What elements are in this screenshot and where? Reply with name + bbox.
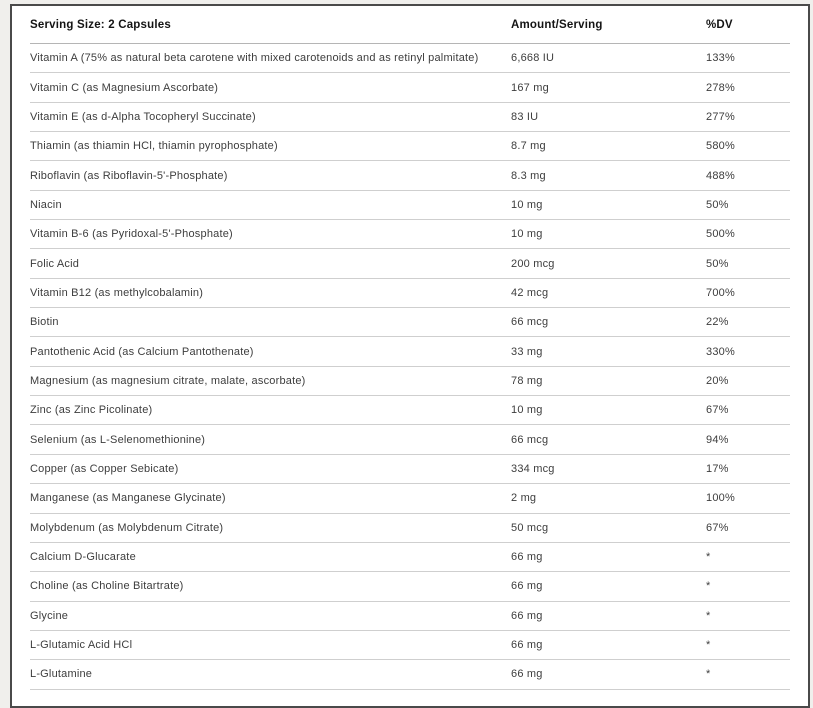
table-row [30, 249, 790, 278]
ingredient-dv: 500% [706, 228, 735, 241]
serving-size-label: Serving Size: 2 Capsules [30, 18, 171, 31]
ingredient-name: Copper (as Copper Sebicate) [30, 462, 179, 475]
ingredient-name: Niacin [30, 198, 62, 211]
ingredient-amount: 66 mg [511, 580, 543, 593]
table-row [30, 73, 790, 102]
ingredient-dv: * [706, 551, 711, 564]
table-row [30, 572, 790, 601]
table-body [12, 44, 808, 690]
ingredient-dv: 50% [706, 257, 729, 270]
table-row [30, 367, 790, 396]
table-row [30, 543, 790, 572]
ingredient-name: Vitamin B-6 (as Pyridoxal-5'-Phosphate) [30, 228, 233, 241]
ingredient-dv: 277% [706, 110, 735, 123]
table-row [30, 132, 790, 161]
ingredient-dv: 133% [706, 52, 735, 65]
table-row [30, 220, 790, 249]
table-row [30, 337, 790, 366]
ingredient-dv: 22% [706, 316, 729, 329]
ingredient-dv: 50% [706, 198, 729, 211]
ingredient-dv: * [706, 639, 711, 652]
ingredient-name: Manganese (as Manganese Glycinate) [30, 492, 226, 505]
ingredient-name: Vitamin A (75% as natural beta carotene with mixed carotenoids and as retinyl palmitate) [30, 52, 479, 65]
ingredient-amount: 200 mcg [511, 257, 555, 270]
ingredient-amount: 66 mg [511, 668, 543, 681]
ingredient-name: Choline (as Choline Bitartrate) [30, 580, 184, 593]
ingredient-amount: 10 mg [511, 228, 543, 241]
amount-serving-header: Amount/Serving [511, 18, 603, 31]
ingredient-name: Glycine [30, 609, 69, 622]
ingredient-amount: 334 mcg [511, 462, 555, 475]
table-row [30, 484, 790, 513]
ingredient-amount: 6,668 IU [511, 52, 555, 65]
ingredient-name: Vitamin C (as Magnesium Ascorbate) [30, 81, 219, 94]
ingredient-dv: 700% [706, 286, 735, 299]
ingredient-dv: 94% [706, 433, 729, 446]
ingredient-name: Zinc (as Zinc Picolinate) [30, 404, 153, 417]
ingredient-name: L-Glutamic Acid HCl [30, 639, 133, 652]
dv-header: %DV [706, 18, 733, 31]
ingredient-name: Folic Acid [30, 257, 80, 270]
table-row [30, 44, 790, 73]
table-row [30, 631, 790, 660]
ingredient-name: Riboflavin (as Riboflavin-5'-Phosphate) [30, 169, 228, 182]
ingredient-name: Vitamin B12 (as methylcobalamin) [30, 286, 204, 299]
ingredient-dv: * [706, 580, 711, 593]
table-row [30, 396, 790, 425]
ingredient-amount: 42 mcg [511, 286, 549, 299]
table-row [30, 279, 790, 308]
ingredient-dv: 17% [706, 462, 729, 475]
ingredient-amount: 66 mcg [511, 433, 549, 446]
ingredient-amount: 8.7 mg [511, 140, 546, 153]
table-row [30, 425, 790, 454]
ingredient-amount: 167 mg [511, 81, 549, 94]
ingredient-amount: 33 mg [511, 345, 543, 358]
ingredient-name: Magnesium (as magnesium citrate, malate, ascorbate) [30, 374, 306, 387]
ingredient-amount: 10 mg [511, 404, 543, 417]
ingredient-amount: 10 mg [511, 198, 543, 211]
ingredient-dv: * [706, 668, 711, 681]
table-row [30, 455, 790, 484]
ingredient-dv: 100% [706, 492, 735, 505]
ingredient-name: Selenium (as L-Selenomethionine) [30, 433, 206, 446]
table-row [30, 514, 790, 543]
ingredient-dv: 67% [706, 521, 729, 534]
table-row [30, 191, 790, 220]
ingredient-dv: 330% [706, 345, 735, 358]
ingredient-amount: 83 IU [511, 110, 539, 123]
ingredient-amount: 66 mg [511, 551, 543, 564]
ingredient-name: Calcium D-Glucarate [30, 551, 136, 564]
ingredient-name: Thiamin (as thiamin HCl, thiamin pyrophosphate) [30, 140, 278, 153]
ingredient-amount: 66 mg [511, 639, 543, 652]
ingredient-name: L-Glutamine [30, 668, 93, 681]
ingredient-amount: 78 mg [511, 374, 543, 387]
ingredient-amount: 8.3 mg [511, 169, 546, 182]
ingredient-dv: 67% [706, 404, 729, 417]
table-row [30, 161, 790, 190]
ingredient-amount: 50 mcg [511, 521, 549, 534]
ingredient-name: Vitamin E (as d-Alpha Tocopheryl Succinate) [30, 110, 256, 123]
supplement-facts-table [10, 4, 810, 708]
ingredient-name: Pantothenic Acid (as Calcium Pantothenate) [30, 345, 254, 358]
ingredient-name: Biotin [30, 316, 59, 329]
ingredient-dv: 488% [706, 169, 735, 182]
table-row [30, 308, 790, 337]
ingredient-amount: 66 mcg [511, 316, 549, 329]
ingredient-dv: 580% [706, 140, 735, 153]
ingredient-amount: 2 mg [511, 492, 537, 505]
ingredient-dv: 278% [706, 81, 735, 94]
table-header-row [30, 6, 790, 44]
ingredient-name: Molybdenum (as Molybdenum Citrate) [30, 521, 224, 534]
table-row [30, 103, 790, 132]
table-row [30, 602, 790, 631]
ingredient-dv: * [706, 609, 711, 622]
table-row [30, 660, 790, 689]
ingredient-dv: 20% [706, 374, 729, 387]
ingredient-amount: 66 mg [511, 609, 543, 622]
